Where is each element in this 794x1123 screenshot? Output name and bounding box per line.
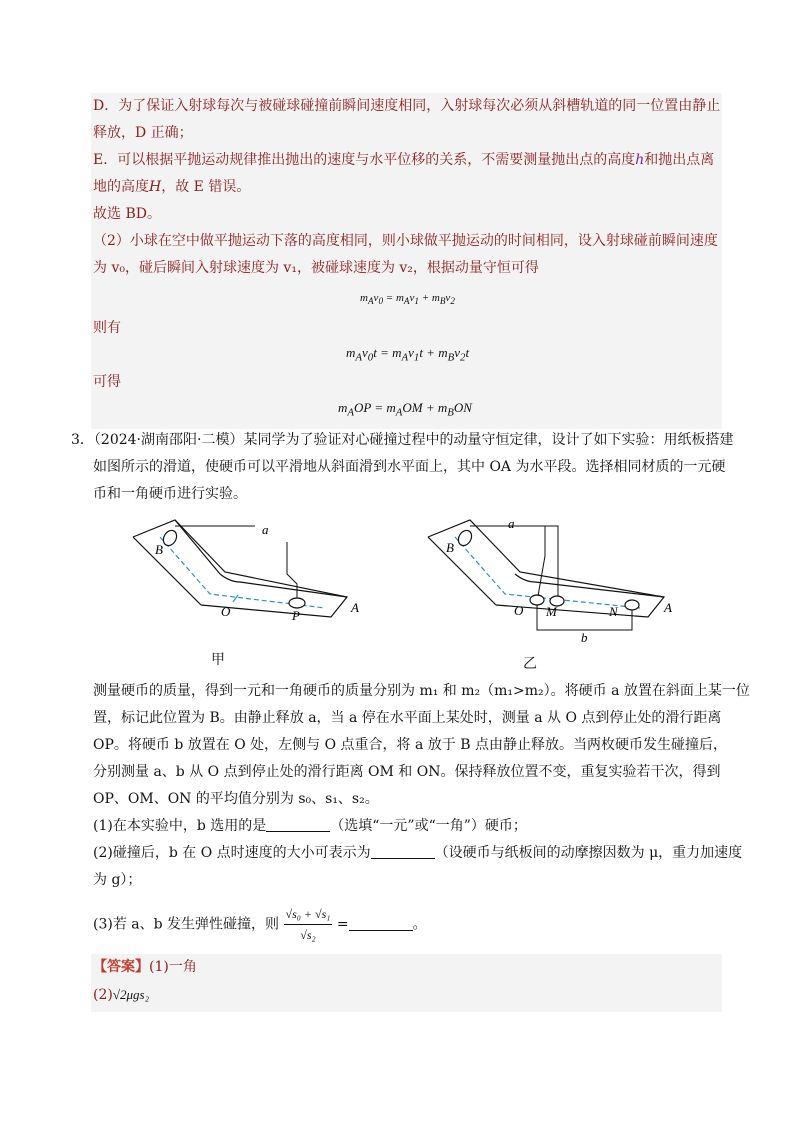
problem-line2: 如图所示的滑道，使硬币可以平滑地从斜面滑到水平面上，其中 OA 为水平段。选择相同材质的一元硬 [93,459,726,475]
label-N: N [609,604,618,619]
solution-line-e1: E．可以根据平抛运动规律推出抛出的速度与水平位移的关系，不需要测量抛出点的高度h和抛出点离 [93,152,715,168]
equation-time: $m_Av_0t = m_Av_1t + m_Bv_2t$ [346,345,470,364]
equation-distance: $m_AOP = m_AOM + m_BON$ [338,400,472,419]
figure-yi-caption: 乙 [523,656,537,672]
solution-line-e2: 地的高度H，故 E 错误。 [93,179,251,195]
answer-blank-2[interactable] [371,844,435,859]
problem-line3: 币和一角硬币进行实验。 [93,486,247,502]
question-1: (1)在本实验中，b 选用的是 （选填“一元”或“一角”）硬币； [93,818,527,834]
answer-blank-1[interactable] [266,817,330,832]
question-2-cont: 为 g）； [93,872,142,888]
question-2: (2)碰撞后，b 在 O 点时速度的大小可表示为 （设硬币与纸板间的动摩擦因数为 μ，重力加速度 [93,845,743,861]
problem-header: 3．（2024·湖南邵阳·二模）某同学为了验证对心碰撞过程中的动量守恒定律，设计了如下实验：用纸板搭建 [71,432,734,448]
solution-line-2-2: 为 v₀，碰后瞬间入射球速度为 v₁，被碰球速度为 v₂，根据动量守恒可得 [93,260,539,276]
equation-momentum: $m_Av_0 = m_Av_1 + m_Bv_2$ [360,292,455,307]
figure-jia-caption: 甲 [211,652,225,668]
body-line5: OP、OM、ON 的平均值分别为 s₀、s₁、s₂。 [93,791,379,807]
label-a: a [508,516,515,531]
label-B: B [155,542,163,557]
body-line3: OP。将硬币 b 放置在 O 处，左侧与 O 点重合，将 a 放于 B 点由静止释放。当两枚硬币发生碰撞后， [93,737,727,753]
solution-line-2-1: （2）小球在空中做平抛运动下落的高度相同，则小球做平抛运动的时间相同，设入射球碰前瞬间速度 [93,233,718,249]
answer-line-2: (2)√2μgs₂ [93,987,150,1003]
answer-line-1: 【答案】(1)一角 [93,959,197,975]
label-O: O [221,604,231,619]
label-A: A [351,600,359,615]
label-a: a [262,522,269,537]
label-M: M [546,604,557,619]
body-line4: 分别测量 a、b 从 O 点到停止处的滑行距离 OM 和 ON。保持释放位置不变，重复实验若干次，得到 [93,764,721,780]
label-B: B [446,540,454,555]
body-line1: 测量硬币的质量，得到一元和一角硬币的质量分别为 m₁ 和 m₂（m₁>m₂）。将硬币 a 放置在斜面上某一位 [93,683,750,699]
figure-yi [420,512,680,642]
gives-label: 可得 [93,374,121,390]
label-b: b [581,630,588,642]
solution-line-d1: D．为了保证入射球每次与被碰球碰撞前瞬间速度相同，入射球每次必须从斜槽轨道的同一位置由静止 [93,98,721,114]
answer-blank-3[interactable] [349,916,413,931]
body-line2: 置，标记此位置为 B。由静止释放 a，当 a 停在水平面上某处时，测量 a 从 O 点到停止处的滑行距离 [93,710,722,726]
label-A: A [664,600,672,615]
solution-choose: 故选 BD。 [93,206,161,222]
then-label: 则有 [93,320,121,336]
label-P: P [292,608,300,623]
fraction: $\frac{\text{√s₀ + √s₁}}{\text{√s₂}}$ [284,904,333,945]
figure-jia [125,512,365,632]
label-O: O [514,603,524,618]
solution-line-d2: 释放，D 正确； [93,125,193,141]
question-3: (3)若 a、b 发生弹性碰撞，则 $\frac{\text{√s₀ + √s₁}}{\text{√s₂}}$ = 。 [93,904,427,945]
